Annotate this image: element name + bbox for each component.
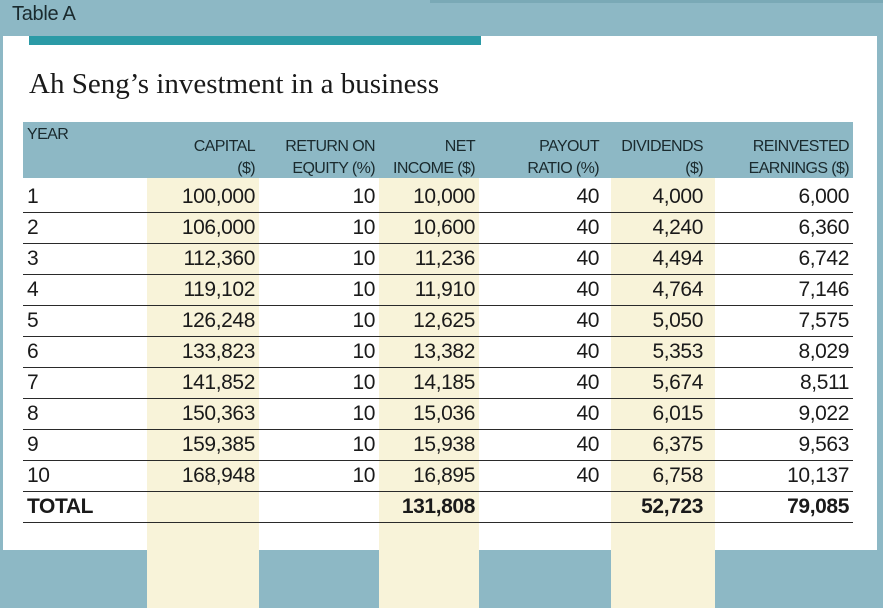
header-roe-line1: RETURN ON	[285, 138, 375, 155]
cell-net-income: 10,600	[379, 213, 479, 244]
table-row	[23, 275, 853, 306]
cell-reinvested-earnings: 6,000	[707, 182, 853, 213]
cell-net-income: 10,000	[379, 182, 479, 213]
header-net-income-line2: INCOME ($)	[392, 160, 475, 177]
cell-return-on-equity: 10	[259, 430, 379, 461]
cell-capital: 119,102	[147, 275, 259, 306]
table-row	[23, 461, 853, 492]
cell-dividends: 6,758	[603, 461, 707, 492]
cell-dividends: 6,015	[603, 399, 707, 430]
cell-net-income: 13,382	[379, 337, 479, 368]
cell-payout-ratio: 40	[479, 337, 603, 368]
cell-reinvested-earnings: 6,360	[707, 213, 853, 244]
cell-capital: 133,823	[147, 337, 259, 368]
cell-year: 4	[23, 275, 147, 306]
cell-dividends: 4,240	[603, 213, 707, 244]
header-year-line1: YEAR	[27, 126, 69, 143]
cell-year: 1	[23, 182, 147, 213]
table-title: Ah Seng’s investment in a business	[29, 68, 440, 100]
cell-reinvested-earnings: 6,742	[707, 244, 853, 275]
cell-net-income: 14,185	[379, 368, 479, 399]
cell-net-income: 11,910	[379, 275, 479, 306]
cell-year: 10	[23, 461, 147, 492]
header-roe-line2: EQUITY (%)	[292, 160, 375, 177]
cell-return-on-equity: 10	[259, 399, 379, 430]
cell-net-income: 16,895	[379, 461, 479, 492]
header-year	[23, 122, 147, 182]
cell-payout-ratio: 40	[479, 306, 603, 337]
cell-capital: 106,000	[147, 213, 259, 244]
cell-capital: 150,363	[147, 399, 259, 430]
table-row	[23, 337, 853, 368]
cell-return-on-equity: 10	[259, 306, 379, 337]
total-net-income: 131,808	[379, 492, 479, 523]
table-header-row	[23, 122, 853, 182]
table-row	[23, 399, 853, 430]
investment-table	[23, 122, 853, 523]
table-row	[23, 430, 853, 461]
cell-reinvested-earnings: 10,137	[707, 461, 853, 492]
cell-dividends: 4,764	[603, 275, 707, 306]
cell-net-income: 15,938	[379, 430, 479, 461]
cell-return-on-equity: 10	[259, 368, 379, 399]
cell-payout-ratio: 40	[479, 461, 603, 492]
cell-reinvested-earnings: 7,575	[707, 306, 853, 337]
cell-return-on-equity: 10	[259, 337, 379, 368]
cell-dividends: 5,353	[603, 337, 707, 368]
cell-reinvested-earnings: 9,563	[707, 430, 853, 461]
table-body	[23, 182, 853, 523]
header-capital	[147, 122, 259, 182]
cell-payout-ratio: 40	[479, 430, 603, 461]
cell-return-on-equity: 10	[259, 244, 379, 275]
header-dividends-line1: DIVIDENDS	[621, 138, 703, 155]
cell-reinvested-earnings: 8,511	[707, 368, 853, 399]
cell-capital: 126,248	[147, 306, 259, 337]
header-reinvested-earnings	[707, 122, 853, 182]
header-return-on-equity	[259, 122, 379, 182]
cell-payout-ratio: 40	[479, 182, 603, 213]
frame-top-line	[430, 0, 883, 3]
cell-net-income: 12,625	[379, 306, 479, 337]
header-reinvested-line1: REINVESTED	[752, 138, 849, 155]
cell-year: 6	[23, 337, 147, 368]
header-reinvested-line2: EARNINGS ($)	[748, 160, 849, 177]
cell-payout-ratio: 40	[479, 213, 603, 244]
cell-dividends: 5,050	[603, 306, 707, 337]
table-tab-label: Table A	[0, 0, 442, 31]
header-payout-ratio	[479, 122, 603, 182]
cell-year: 5	[23, 306, 147, 337]
cell-year: 8	[23, 399, 147, 430]
header-payout-line1: PAYOUT	[539, 138, 599, 155]
cell-capital: 112,360	[147, 244, 259, 275]
header-dividends-line2: ($)	[685, 160, 703, 177]
cell-reinvested-earnings: 9,022	[707, 399, 853, 430]
cell-dividends: 4,000	[603, 182, 707, 213]
cell-payout-ratio: 40	[479, 399, 603, 430]
cell-year: 9	[23, 430, 147, 461]
accent-bar	[29, 36, 481, 45]
header-net-income	[379, 122, 479, 182]
total-reinvested-earnings: 79,085	[707, 492, 853, 523]
cell-capital: 159,385	[147, 430, 259, 461]
cell-capital: 100,000	[147, 182, 259, 213]
total-dividends: 52,723	[603, 492, 707, 523]
cell-reinvested-earnings: 8,029	[707, 337, 853, 368]
table-row	[23, 368, 853, 399]
cell-payout-ratio: 40	[479, 244, 603, 275]
cell-year: 2	[23, 213, 147, 244]
cell-capital: 168,948	[147, 461, 259, 492]
cell-return-on-equity: 10	[259, 213, 379, 244]
cell-dividends: 4,494	[603, 244, 707, 275]
total-year: TOTAL	[23, 492, 147, 523]
header-payout-line2: RATIO (%)	[527, 160, 599, 177]
cell-net-income: 11,236	[379, 244, 479, 275]
cell-year: 7	[23, 368, 147, 399]
table-row	[23, 213, 853, 244]
header-capital-line2: ($)	[237, 160, 255, 177]
total-return-on-equity	[259, 492, 379, 523]
cell-return-on-equity: 10	[259, 182, 379, 213]
cell-return-on-equity: 10	[259, 461, 379, 492]
cell-net-income: 15,036	[379, 399, 479, 430]
table-total-row	[23, 492, 853, 523]
total-payout-ratio	[479, 492, 603, 523]
total-capital	[147, 492, 259, 523]
cell-payout-ratio: 40	[479, 368, 603, 399]
header-capital-line1: CAPITAL	[193, 138, 255, 155]
cell-return-on-equity: 10	[259, 275, 379, 306]
cell-year: 3	[23, 244, 147, 275]
header-net-income-line1: NET	[444, 138, 475, 155]
table-panel	[3, 36, 877, 550]
table-row	[23, 182, 853, 213]
cell-dividends: 5,674	[603, 368, 707, 399]
header-dividends	[603, 122, 707, 182]
cell-capital: 141,852	[147, 368, 259, 399]
cell-reinvested-earnings: 7,146	[707, 275, 853, 306]
table-row	[23, 244, 853, 275]
table-row	[23, 306, 853, 337]
cell-dividends: 6,375	[603, 430, 707, 461]
table-area	[23, 122, 853, 523]
cell-payout-ratio: 40	[479, 275, 603, 306]
